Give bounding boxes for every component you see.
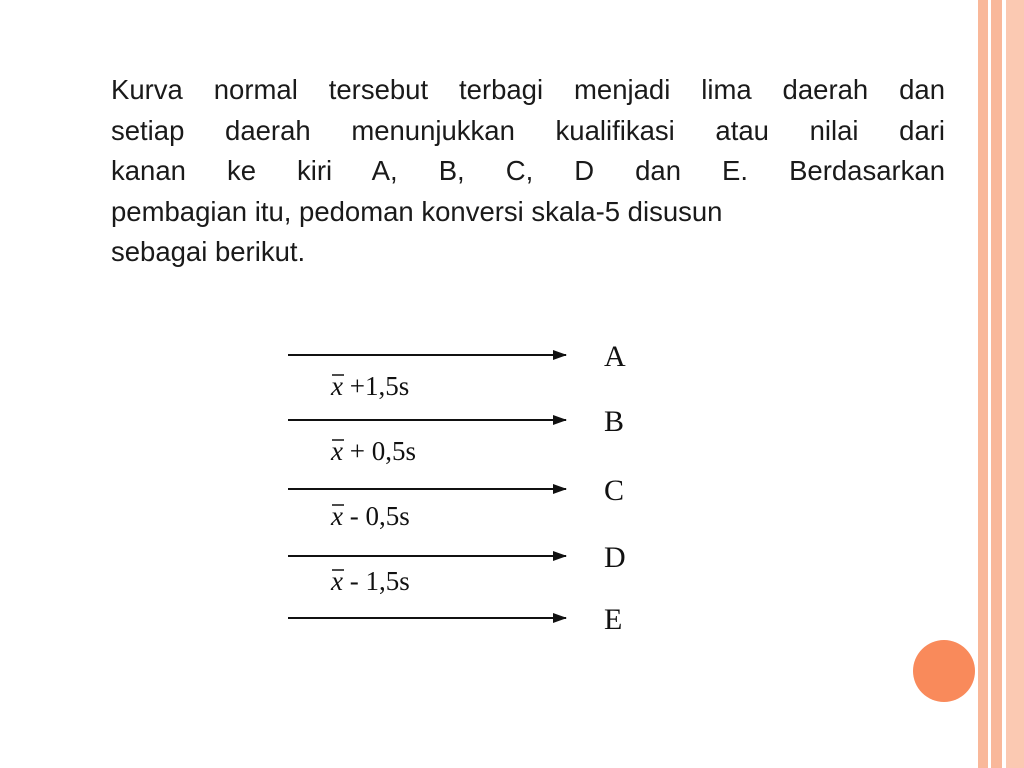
boundary-expression: - 1,5s [342,566,410,596]
grade-label: A [604,340,626,373]
boundary-expression: - 0,5s [342,501,410,531]
mean-symbol: x [331,501,343,531]
boundary-expression: +1,5s [342,371,410,401]
paragraph-line: pembagian itu, pedoman konversi skala-5 disusun [111,195,723,227]
paragraph-line: kanan ke kiri A, B, C, D dan E. Berdasarkan [111,155,945,187]
paragraph-line: setiap daerah menunjukkan kualifikasi atau nilai dari [111,114,945,146]
mean-symbol: x [331,436,343,466]
paragraph-line: Kurva normal tersebut terbagi menjadi lima daerah dan [111,74,945,105]
grade-label: E [604,603,623,636]
grade-label: B [604,405,625,438]
mean-symbol: x [331,566,343,596]
mean-symbol: x [331,371,343,401]
boundary-expression: + 0,5s [342,436,416,466]
grade-label: D [604,541,626,574]
paragraph-line: sebagai berikut. [111,236,306,268]
grade-label: C [604,474,625,507]
